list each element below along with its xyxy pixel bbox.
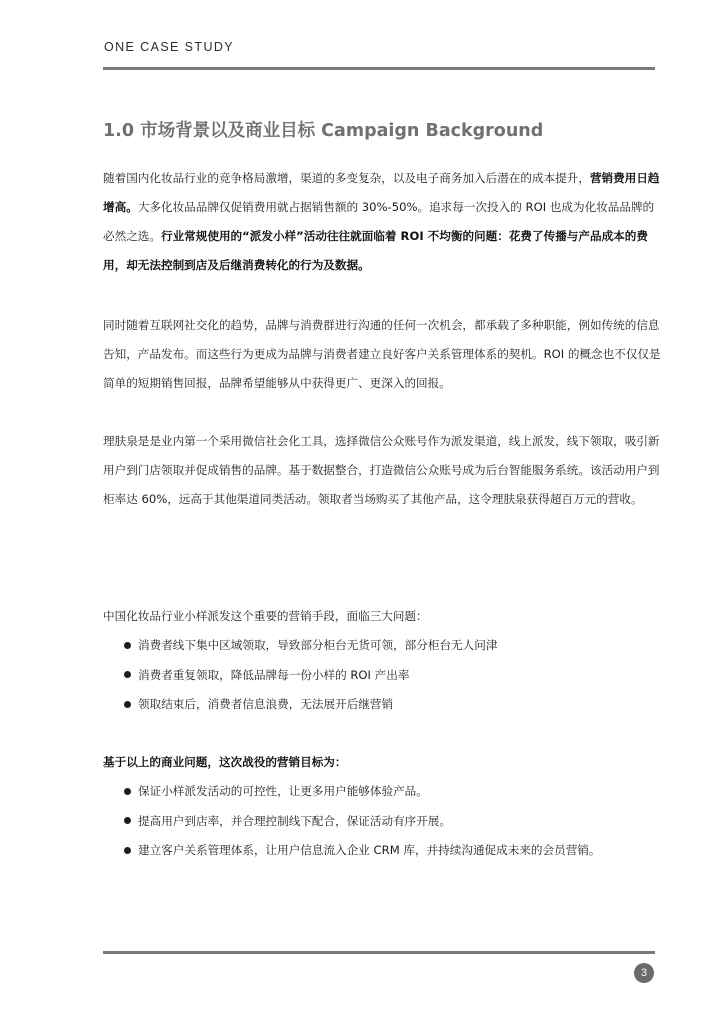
problem-item-text: 消费者重复领取，降低品牌每一份小样的 ROI 产出率: [138, 667, 410, 682]
goal-item-text: 建立客户关系管理体系，让用户信息流入企业 CRM 库，并持续沟通促成未来的会员营销。: [138, 843, 601, 857]
page-number-badge: 3: [634, 963, 654, 983]
list-item: [121, 781, 661, 811]
bullet-dot: [124, 847, 131, 854]
p2-text: 同时随着互联网社交化的趋势，品牌与消费群进行沟通的任何一次机会，都承载了多种职能，例如传统的信息告知，产品发布。而这些行为更成为品牌与消费者建立良好客户关系管理体系的契机。ROI 的概念也不仅仅是简单的短期销售回报，品牌希望能够从中获得更广、更深入的回报。: [103, 318, 661, 390]
page-header-title: ONE CASE STUDY: [104, 40, 235, 54]
footer-divider: [103, 951, 655, 954]
p1-bold-a: 营销费用日趋增高。: [103, 171, 660, 214]
goals-intro: 基于以上的商业问题，这次战役的营销目标为：: [103, 755, 347, 769]
p3-text: 理肤泉是是业内第一个采用微信社会化工具，选择微信公众账号作为派发渠道，线上派发，线下领取，吸引新用户到门店领取并促成销售的品牌。基于数据整合，打造微信公众账号成为后台智能服务系统。该活动用户到柜率达 60%，远高于其他渠道同类活动。领取者当场购买了其他产品，这令理肤泉获得超百万元的营收。: [103, 434, 660, 506]
list-item: [121, 635, 661, 665]
list-item: [121, 840, 661, 870]
p1-bold-b: 行业常规使用的“派发小样”活动往往就面临着 ROI 不均衡的问题：花费了传播与产品成本的费用，却无法控制到店及后继消费转化的行为及数据。: [103, 229, 648, 272]
list-item: [121, 694, 661, 724]
list-item: [121, 811, 661, 841]
goal-item-text: 提高用户到店率，并合理控制线下配合，保证活动有序开展。: [138, 813, 452, 828]
problem-item-text: 领取结束后，消费者信息浪费，无法展开后继营销: [138, 697, 394, 711]
bullet-dot: [124, 788, 131, 795]
p1-text-a: 随着国内化妆品行业的竞争格局激增，渠道的多变复杂，以及电子商务加入后潜在的成本提升，: [103, 171, 590, 185]
bullet-dot: [124, 817, 131, 824]
goals-list: [121, 781, 661, 870]
problems-list: [121, 635, 661, 724]
p1-text-b: 大多化妆品品牌仅促销费用就占据销售额的 30%-50%。追求每一次投入的 ROI 也成为化妆品品牌的必然之选。: [103, 200, 655, 243]
bullet-dot: [124, 671, 131, 678]
list-item: [121, 665, 661, 695]
section-title: 1.0 市场背景以及商业目标 Campaign Background: [103, 121, 544, 141]
problem-item-text: 消费者线下集中区域领取，导致部分柜台无货可领，部分柜台无人问津: [138, 638, 498, 652]
problems-intro: 中国化妆品行业小样派发这个重要的营销手段，面临三大问题：: [103, 609, 428, 623]
paragraph-case-intro: [103, 427, 663, 514]
paragraph-social-trend: [103, 311, 663, 398]
bullet-dot: [124, 642, 131, 649]
goal-item-text: 保证小样派发活动的可控性，让更多用户能够体验产品。: [138, 784, 428, 798]
header-divider: [103, 67, 655, 70]
bullet-dot: [124, 701, 131, 708]
paragraph-market-background: [103, 164, 663, 280]
